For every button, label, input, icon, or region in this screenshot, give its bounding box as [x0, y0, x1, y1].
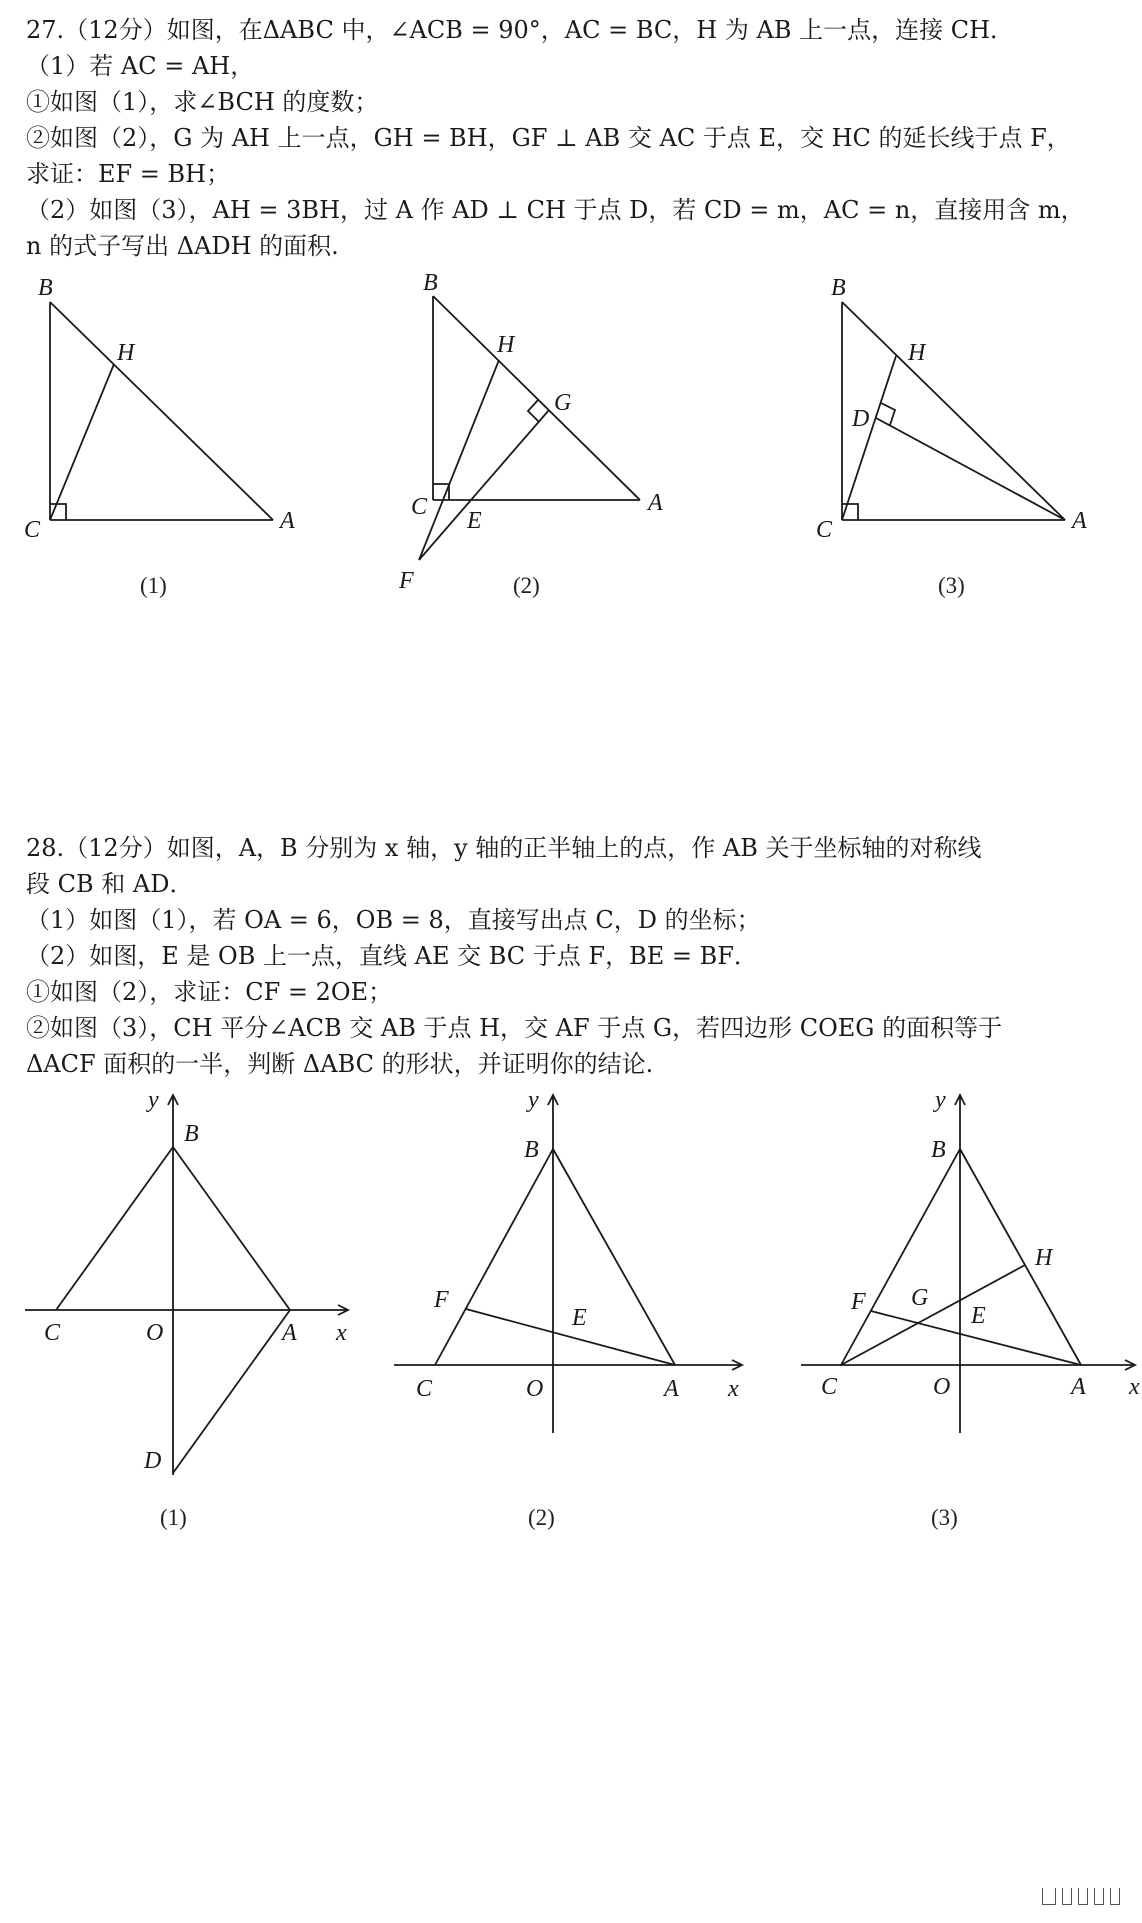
- label-a: A: [1072, 508, 1087, 534]
- label-a: A: [282, 1320, 297, 1346]
- p28-figure-2-diagram: [390, 1085, 760, 1445]
- label-b: B: [524, 1137, 539, 1163]
- p27-figure-3-diagram: [800, 260, 1130, 560]
- problem-27-line: （2）如图（3），AH = 3BH，过 A 作 AD ⊥ CH 于点 D，若 CD = m，AC = n，直接用含 m，: [26, 196, 1085, 224]
- problem-28-line: 28.（12分）如图，A，B 分别为 x 轴，y 轴的正半轴上的点，作 AB 关于坐标轴的对称线: [26, 834, 982, 862]
- segment-ab: [553, 1149, 675, 1365]
- figure-caption: (3): [938, 573, 965, 598]
- label-e: E: [971, 1303, 986, 1329]
- figure-caption: (2): [528, 1505, 555, 1530]
- p28-figure-3: [795, 1085, 1142, 1530]
- label-c: C: [821, 1374, 838, 1400]
- label-y: y: [935, 1087, 946, 1113]
- label-c: C: [44, 1320, 61, 1346]
- p27-figure-2: [385, 260, 715, 600]
- toolbar-glyph-icon: [1062, 1888, 1072, 1905]
- segment-ab: [960, 1149, 1081, 1365]
- label-a: A: [648, 490, 663, 516]
- label-h: H: [908, 340, 926, 366]
- label-f: F: [399, 568, 414, 594]
- label-e: E: [572, 1305, 587, 1331]
- label-f: F: [851, 1289, 866, 1315]
- toolbar-glyph-icon: [1110, 1888, 1120, 1905]
- label-b: B: [184, 1121, 199, 1147]
- label-e: E: [467, 508, 482, 534]
- label-d: D: [144, 1448, 162, 1474]
- segment-fa: [466, 1309, 675, 1365]
- segment-ad: [173, 1310, 290, 1473]
- problem-28-line: （2）如图，E 是 OB 上一点，直线 AE 交 BC 于点 F，BE = BF．: [26, 942, 758, 970]
- segment-ch: [842, 356, 896, 520]
- label-g: G: [554, 390, 572, 416]
- label-x: x: [336, 1320, 347, 1346]
- p28-figure-1-diagram: [0, 1085, 370, 1495]
- problem-27-line: （1）若 AC = AH，: [26, 52, 255, 80]
- toolbar-glyph-icon: [1078, 1888, 1088, 1905]
- toolbar-glyph-icon: [1094, 1888, 1104, 1905]
- segment-hf: [419, 360, 499, 560]
- label-h: H: [1035, 1245, 1053, 1271]
- label-b: B: [931, 1137, 946, 1163]
- label-h: H: [497, 332, 515, 358]
- problem-28-text: [26, 830, 1126, 1082]
- problem-28-line: 段 CB 和 AD．: [26, 870, 194, 898]
- label-x: x: [1129, 1374, 1140, 1400]
- segment-ab: [173, 1147, 290, 1310]
- label-d: D: [852, 406, 870, 432]
- label-x: x: [728, 1376, 739, 1402]
- segment-ch: [50, 364, 114, 520]
- label-o: O: [933, 1374, 951, 1400]
- right-angle-mark-g: [528, 400, 539, 422]
- problem-27-text: [26, 12, 1126, 264]
- segment-ba: [50, 302, 273, 520]
- problem-27-line: ①如图（1），求∠BCH 的度数；: [26, 88, 379, 116]
- label-o: O: [146, 1320, 164, 1346]
- segment-ad: [876, 418, 1065, 520]
- label-a: A: [280, 508, 295, 534]
- segment-cb: [56, 1147, 173, 1310]
- segment-ba: [842, 302, 1065, 520]
- figure-caption: (1): [140, 573, 167, 598]
- toolbar-glyph-icon: [1042, 1888, 1056, 1905]
- figure-caption: (3): [931, 1505, 958, 1530]
- problem-27-line: ②如图（2），G 为 AH 上一点，GH = BH，GF ⊥ AB 交 AC 于点 E，交 HC 的延长线于点 F，: [26, 124, 1071, 152]
- label-c: C: [816, 517, 833, 543]
- problem-28-line: ②如图（3），CH 平分∠ACB 交 AB 于点 H，交 AF 于点 G，若四边形 COEG 的面积等于: [26, 1014, 1003, 1042]
- label-f: F: [434, 1287, 449, 1313]
- label-y: y: [148, 1087, 159, 1113]
- figure-caption: (1): [160, 1505, 187, 1530]
- figure-caption: (2): [513, 573, 540, 598]
- label-b: B: [423, 270, 438, 296]
- p28-figure-3-diagram: [795, 1085, 1142, 1445]
- label-c: C: [24, 517, 41, 543]
- label-b: B: [38, 275, 53, 301]
- label-o: O: [526, 1376, 544, 1402]
- problem-28-line: （1）如图（1），若 OA = 6，OB = 8，直接写出点 C，D 的坐标；: [26, 906, 761, 934]
- segment-cb: [435, 1149, 553, 1365]
- problem-28-line: ①如图（2），求证：CF = 2OE；: [26, 978, 393, 1006]
- label-y: y: [528, 1087, 539, 1113]
- p27-figure-2-diagram: [385, 260, 715, 600]
- segment-gf: [419, 410, 549, 560]
- problem-28-line: ΔACF 面积的一半，判断 ΔABC 的形状，并证明你的结论.: [26, 1050, 654, 1078]
- p27-figure-1: [0, 260, 330, 598]
- p28-figure-1: [0, 1085, 370, 1530]
- segment-ba: [433, 296, 640, 500]
- label-b: B: [831, 275, 846, 301]
- p27-figure-3: [800, 260, 1130, 598]
- label-h: H: [117, 340, 135, 366]
- label-a: A: [1071, 1374, 1086, 1400]
- p28-figure-2: [390, 1085, 760, 1530]
- problem-27-line: n 的式子写出 ΔADH 的面积.: [26, 232, 339, 260]
- label-g: G: [911, 1285, 929, 1311]
- label-c: C: [416, 1376, 433, 1402]
- problem-27-line: 27.（12分）如图，在ΔABC 中，∠ACB = 90°，AC = BC，H 为 AB 上一点，连接 CH．: [26, 16, 1015, 44]
- p27-figure-1-diagram: [0, 260, 330, 560]
- label-a: A: [664, 1376, 679, 1402]
- label-c: C: [411, 494, 428, 520]
- problem-27-line: 求证：EF = BH；: [26, 160, 231, 188]
- bottom-toolbar: [1042, 1888, 1120, 1905]
